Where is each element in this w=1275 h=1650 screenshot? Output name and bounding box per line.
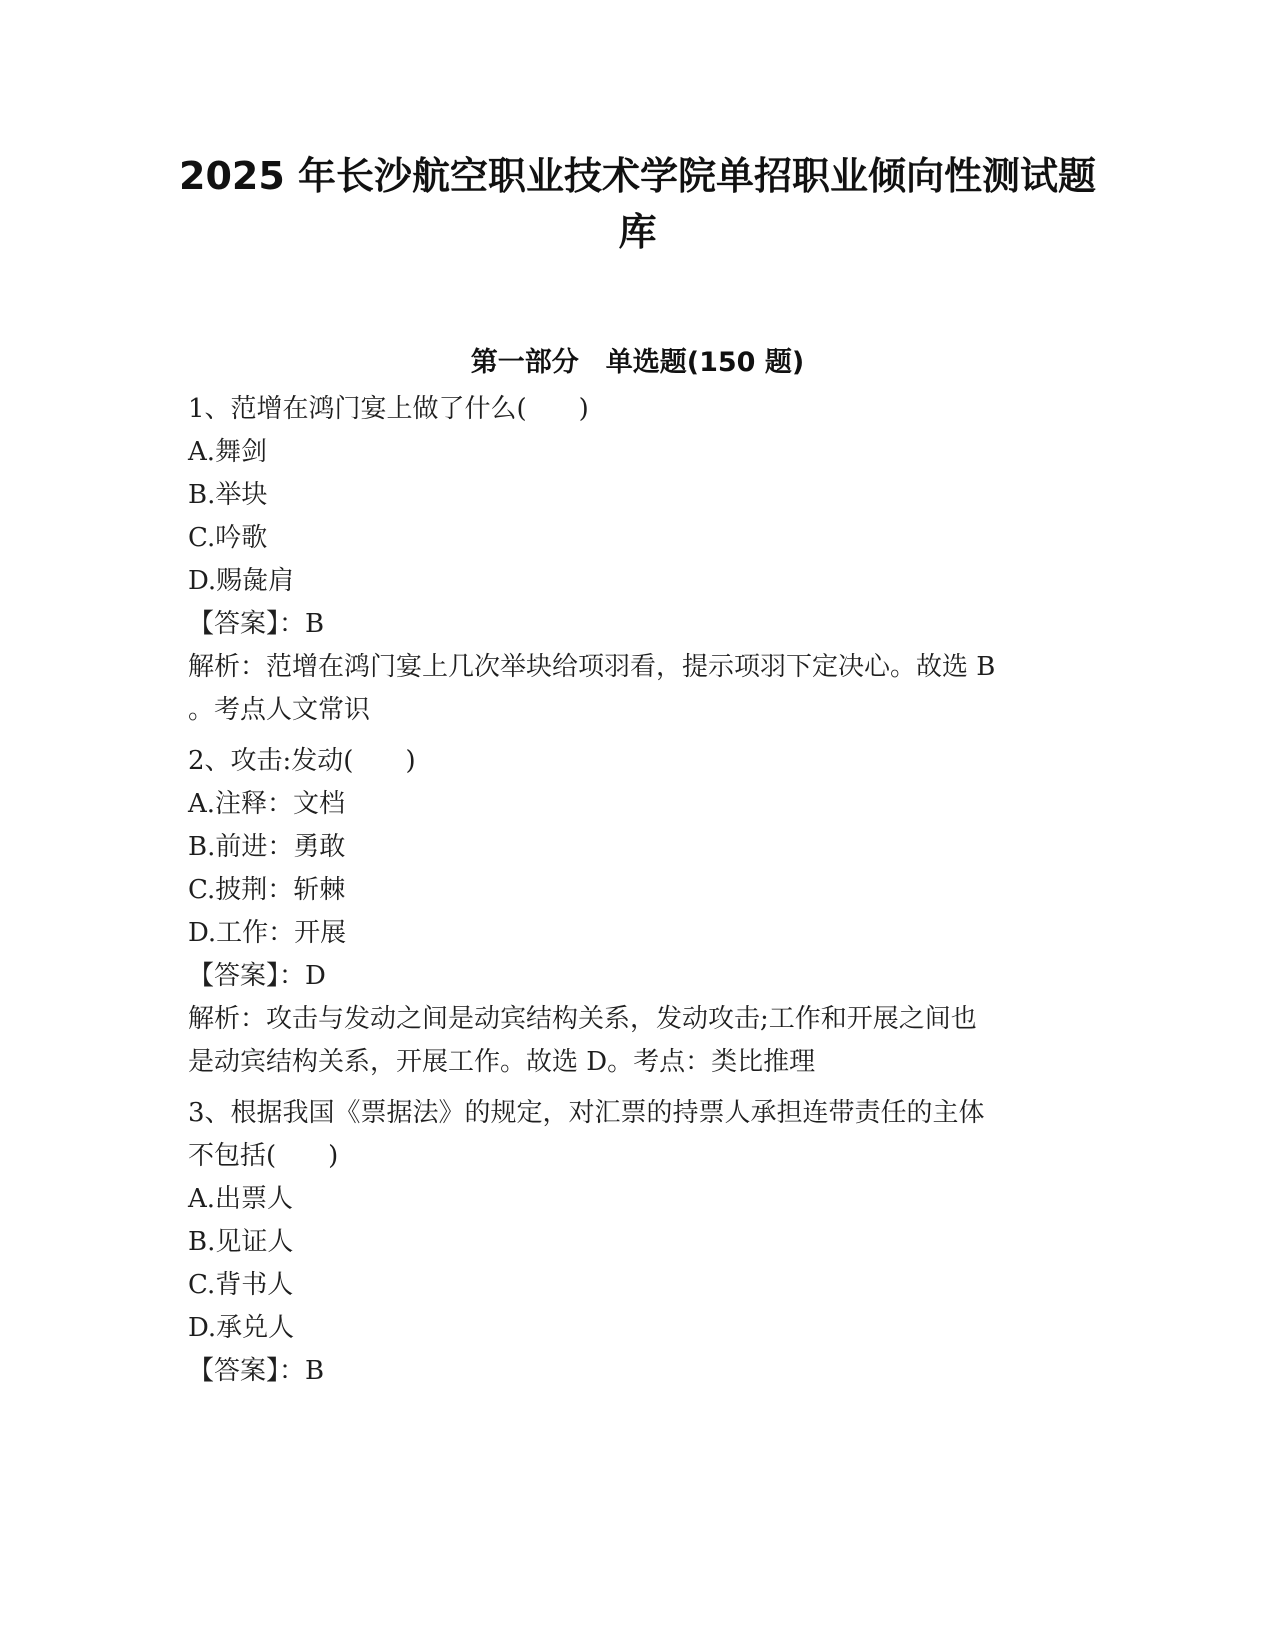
- option-a: A.注释：文档: [188, 789, 346, 819]
- analysis-line-2: 是动宾结构关系，开展工作。故选 D。考点：类比推理: [188, 1047, 816, 1077]
- answer: 【答案】：D: [188, 961, 326, 991]
- question-stem: 2、攻击:发动( ): [188, 746, 416, 776]
- analysis-line-2: 。考点人文常识: [188, 695, 371, 725]
- option-c: C.吟歌: [188, 523, 268, 553]
- document-title: [150, 148, 1125, 260]
- option-d: D.赐彘肩: [188, 566, 295, 596]
- option-b: B.举块: [188, 480, 268, 510]
- option-d: D.承兑人: [188, 1313, 295, 1343]
- question-stem: 1、范增在鸿门宴上做了什么( ): [188, 394, 589, 424]
- title-line-1: 2025 年长沙航空职业技术学院单招职业倾向性测试题: [179, 154, 1096, 198]
- section-title: 第一部分 单选题(150 题): [470, 347, 805, 378]
- question-2: [188, 740, 1088, 1084]
- option-b: B.见证人: [188, 1227, 294, 1257]
- title-line-2: 库: [618, 210, 657, 254]
- option-c: C.披荆：斩棘: [188, 875, 346, 905]
- option-d: D.工作：开展: [188, 918, 347, 948]
- option-a: A.舞剑: [188, 437, 268, 467]
- question-stem-line-1: 3、根据我国《票据法》的规定，对汇票的持票人承担连带责任的主体: [188, 1098, 985, 1128]
- question-stem-line-2: 不包括( ): [188, 1141, 339, 1171]
- analysis-line-1: 解析：范增在鸿门宴上几次举块给项羽看，提示项羽下定决心。故选 B: [188, 652, 996, 682]
- option-c: C.背书人: [188, 1270, 294, 1300]
- option-b: B.前进：勇敢: [188, 832, 346, 862]
- analysis-line-1: 解析：攻击与发动之间是动宾结构关系，发动攻击;工作和开展之间也: [188, 1004, 977, 1034]
- option-a: A.出票人: [188, 1184, 294, 1214]
- answer: 【答案】：B: [188, 1356, 325, 1386]
- question-1: [188, 388, 1088, 732]
- question-3: [188, 1092, 1088, 1393]
- answer: 【答案】：B: [188, 609, 325, 639]
